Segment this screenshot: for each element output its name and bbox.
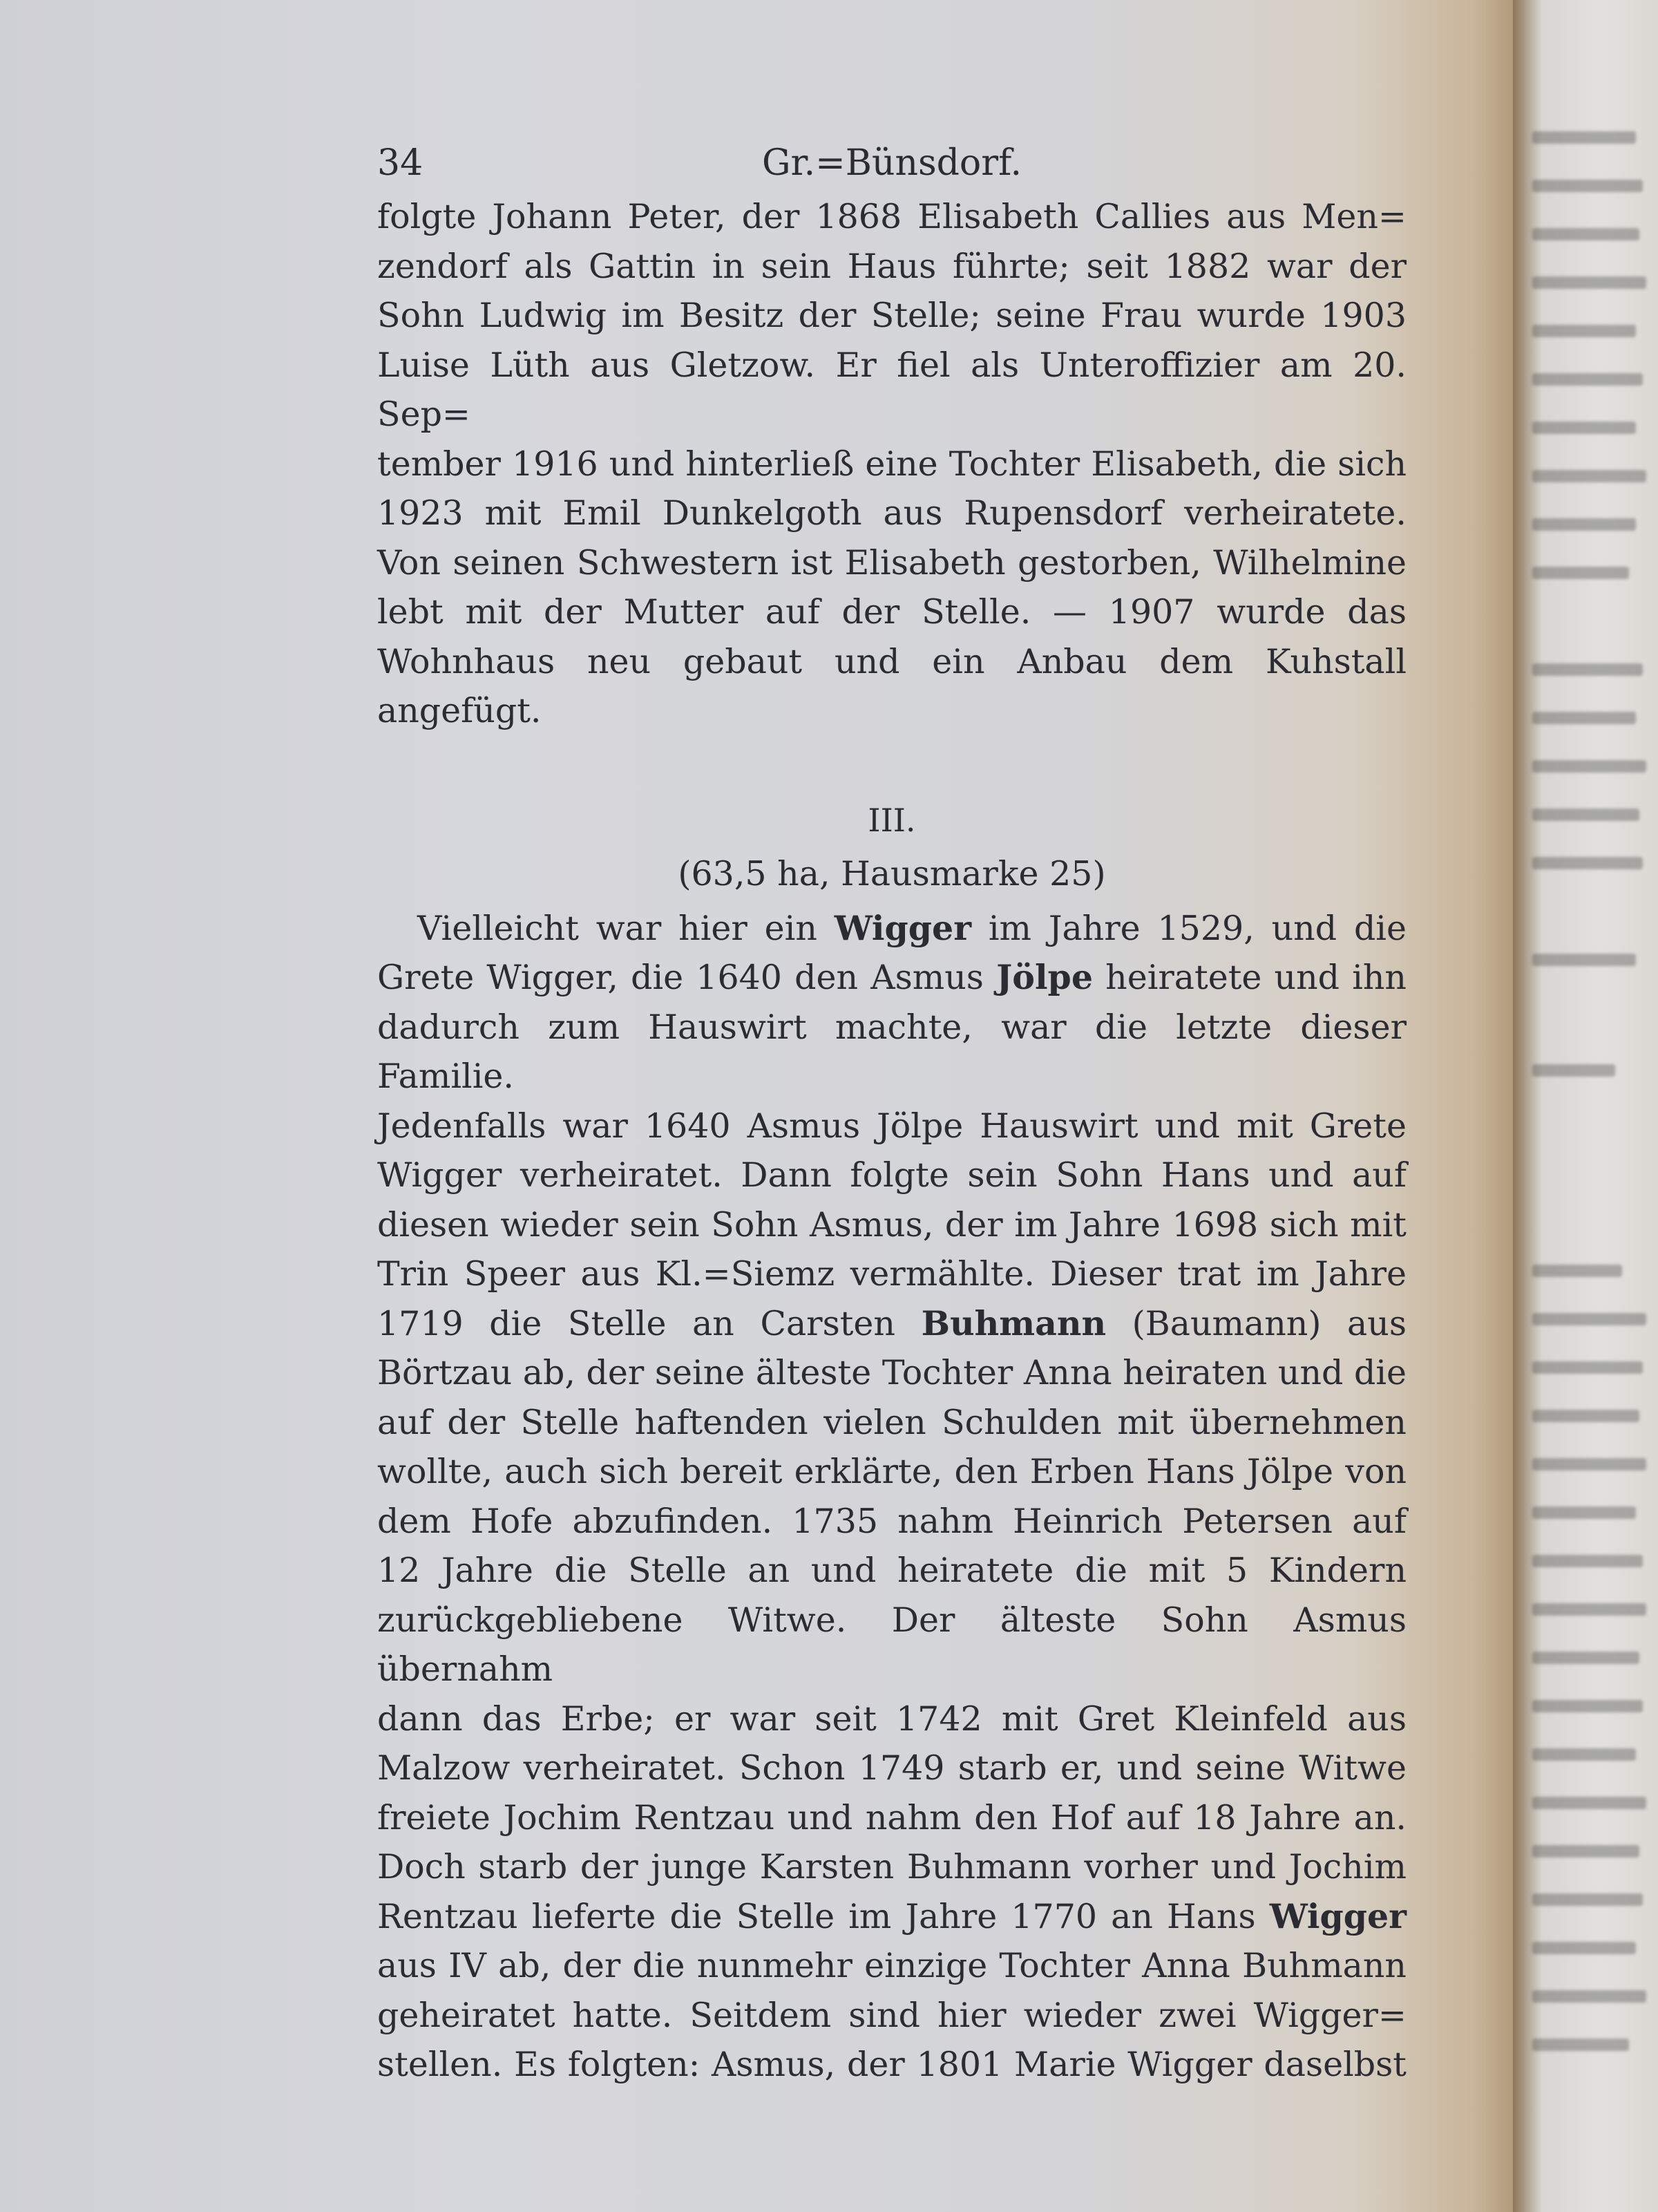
adjacent-text-fragment [1532, 809, 1639, 821]
adjacent-text-fragment [1532, 1797, 1646, 1809]
text-line: Sohn Ludwig im Besitz der Stelle; seine Frau wurde 1903 [377, 296, 1407, 335]
text-line: dann das Erbe; er war seit 1742 mit Gret Kleinfeld aus [377, 1699, 1407, 1739]
adjacent-text-fragment [1532, 1555, 1643, 1567]
text-line: zendorf als Gattin in sein Haus führte; seit 1882 war der [377, 246, 1407, 286]
text-line: Von seinen Schwestern ist Elisabeth gestorben, Wilhelmine [377, 542, 1407, 583]
adjacent-text-fragment [1532, 470, 1646, 482]
adjacent-text-fragment [1532, 1410, 1639, 1422]
section-subtitle: (63,5 ha, Hausmarke 25) [678, 853, 1106, 894]
text-line: diesen wieder sein Sohn Asmus, der im Jahre 1698 sich mit [377, 1204, 1407, 1245]
adjacent-text-fragment [1532, 228, 1639, 240]
adjacent-text-fragment [1532, 1942, 1636, 1954]
adjacent-text-fragment [1532, 1893, 1643, 1906]
adjacent-text-fragment [1532, 1990, 1646, 2003]
text-line: Börtzau ab, der seine älteste Tochter Anna heiraten und die [377, 1353, 1407, 1392]
text-line: dem Hofe abzufinden. 1735 nahm Heinrich Petersen auf [377, 1501, 1407, 1541]
section-number: III. [868, 801, 916, 839]
text-line: folgte Johann Peter, der 1868 Elisabeth Callies aus Men= [377, 197, 1407, 236]
text-line: Luise Lüth aus Gletzow. Er fiel als Unteroffizier am 20. Sep= [377, 345, 1407, 434]
text-line: 12 Jahre die Stelle an und heiratete die mit 5 Kindern [377, 1551, 1407, 1590]
page-number: 34 [377, 142, 423, 184]
adjacent-text-fragment [1532, 373, 1643, 386]
text-line [377, 904, 1407, 954]
adjacent-text-fragment [1532, 1748, 1636, 1761]
adjacent-text-fragment [1532, 131, 1636, 144]
text-run: (Baumann) aus [1106, 1303, 1407, 1343]
adjacent-text-fragment [1532, 712, 1636, 724]
adjacent-text-fragment [1532, 1506, 1636, 1519]
text-line: freiete Jochim Rentzau und nahm den Hof auf 18 Jahre an. [377, 1797, 1407, 1837]
adjacent-text-fragment [1532, 180, 1643, 192]
adjacent-text-fragment [1532, 276, 1646, 289]
adjacent-text-fragment [1532, 518, 1636, 531]
text-line: wollte, auch sich bereit erklärte, den Erben Hans Jölpe von [377, 1452, 1407, 1491]
family-name-bold: Buhmann [921, 1303, 1107, 1343]
adjacent-text-fragment [1532, 663, 1643, 676]
text-line [377, 1892, 1407, 1942]
text-run: Rentzau lieferte die Stelle im Jahre 1770 an Hans [377, 1896, 1270, 1936]
page-text [377, 137, 1407, 2090]
family-name-bold: Wigger [1269, 1896, 1407, 1936]
adjacent-text-fragment [1532, 1458, 1646, 1471]
text-line: dadurch zum Hauswirt machte, war die letzte dieser Familie. [377, 1007, 1407, 1096]
text-line: tember 1916 und hinterließ eine Tochter Elisabeth, die sich [377, 444, 1407, 484]
text-run: Vielleicht war hier ein [417, 908, 835, 948]
text-line: auf der Stelle haftenden vielen Schulden mit übernehmen [377, 1402, 1407, 1442]
adjacent-text-fragment [1532, 1652, 1639, 1664]
adjacent-text-fragment [1532, 1313, 1646, 1325]
running-head [377, 137, 1407, 192]
text-line: Malzow verheiratet. Schon 1749 starb er, und seine Witwe [377, 1748, 1407, 1788]
text-line: Trin Speer aus Kl.=Siemz vermählte. Dieser trat im Jahre [377, 1254, 1407, 1294]
family-name-bold: Wigger [834, 907, 972, 948]
text-run: Grete Wigger, die 1640 den Asmus [377, 958, 997, 997]
adjacent-text-fragment [1532, 857, 1643, 869]
adjacent-text-fragment [1532, 1265, 1622, 1277]
adjacent-text-fragment [1532, 2039, 1629, 2051]
family-name-bold: Jölpe [996, 957, 1093, 997]
text-line: Doch starb der junge Karsten Buhmann vorher und Jochim [377, 1847, 1407, 1887]
text-line: stellen. Es folgten: Asmus, der 1801 Marie Wigger daselbst [377, 2045, 1407, 2084]
adjacent-text-fragment [1532, 760, 1646, 773]
text-run: 1719 die Stelle an Carsten [377, 1303, 922, 1343]
adjacent-text-fragment [1532, 325, 1636, 337]
paragraph-section-iii [377, 904, 1407, 2090]
adjacent-text-fragment [1532, 422, 1636, 434]
adjacent-text-fragment [1532, 1361, 1643, 1374]
running-title: Gr.=Bünsdorf. [761, 142, 1022, 184]
text-run: im Jahre 1529, und die [971, 908, 1407, 948]
adjacent-text-fragment [1532, 1845, 1639, 1857]
text-line: geheiratet hatte. Seitdem sind hier wieder zwei Wigger= [377, 1995, 1407, 2035]
adjacent-text-fragment [1532, 1603, 1646, 1616]
text-line: aus IV ab, der die nunmehr einzige Tochter Anna Buhmann [377, 1946, 1407, 1985]
adjacent-page-edge [1513, 0, 1658, 2212]
text-line: lebt mit der Mutter auf der Stelle. — 1907 wurde das [377, 592, 1407, 632]
adjacent-text-fragment [1532, 1064, 1615, 1077]
text-line: Wigger verheiratet. Dann folgte sein Sohn Hans und auf [377, 1155, 1407, 1195]
text-line [377, 953, 1407, 1003]
adjacent-text-fragment [1532, 567, 1629, 579]
paragraph-continuation [377, 192, 1407, 736]
text-line: Wohnhaus neu gebaut und ein Anbau dem Kuhstall angefügt. [377, 641, 1407, 730]
text-line: zurückgebliebene Witwe. Der älteste Sohn Asmus übernahm [377, 1600, 1407, 1689]
text-line: Jedenfalls war 1640 Asmus Jölpe Hauswirt und mit Grete [377, 1106, 1407, 1146]
text-line: 1923 mit Emil Dunkelgoth aus Rupensdorf verheiratete. [377, 493, 1407, 533]
adjacent-text-fragment [1532, 1700, 1643, 1712]
text-line [377, 1299, 1407, 1349]
adjacent-text-fragment [1532, 954, 1636, 966]
text-run: heiratete und ihn [1093, 958, 1407, 997]
